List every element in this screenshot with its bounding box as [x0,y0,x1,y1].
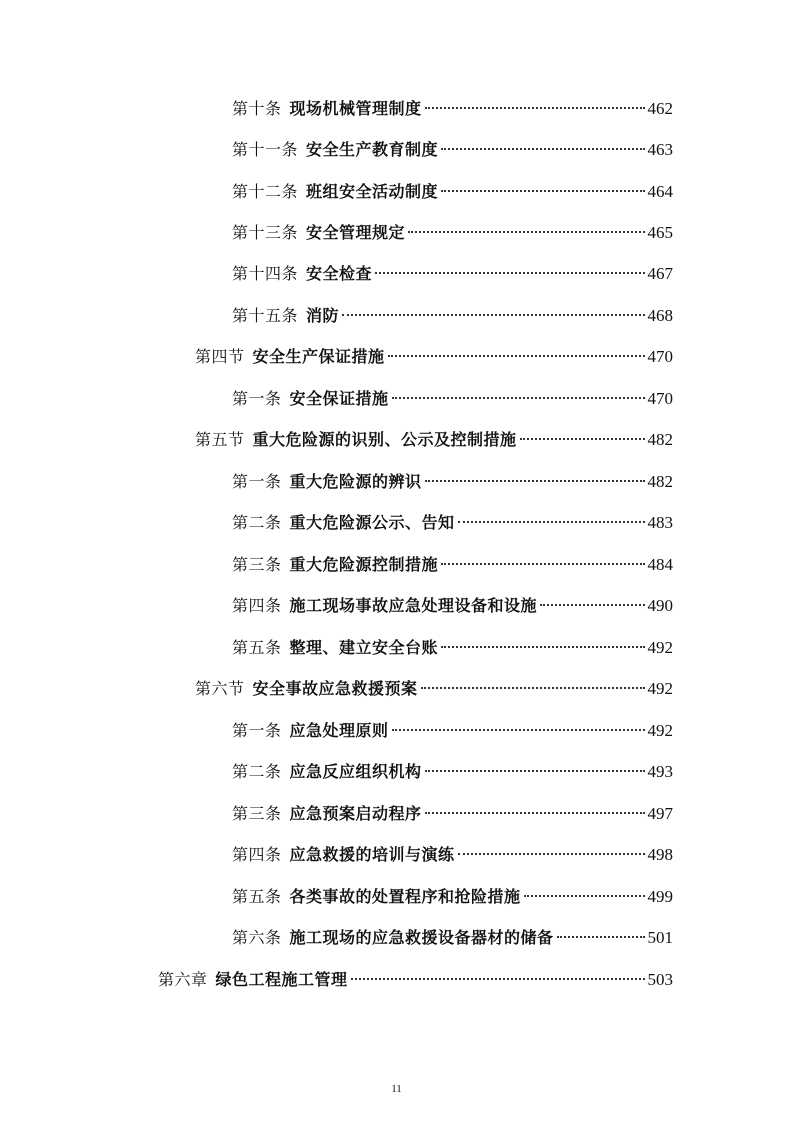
toc-entry-page: 493 [647,762,673,781]
toc-entry-page: 482 [647,472,673,491]
toc-entry[interactable] [195,674,673,704]
toc-entry-label: 第一条 [232,389,282,408]
toc-entry-label: 第二条 [232,762,282,781]
toc-entry[interactable] [232,591,673,621]
dot-leader [342,314,644,316]
toc-entry[interactable] [232,633,673,663]
toc-entry[interactable] [232,177,673,207]
toc-entry[interactable] [232,882,673,912]
toc-entry-page: 468 [647,306,673,325]
toc-entry-title: 应急救援的培训与演练 [289,845,455,864]
dot-leader [375,272,644,274]
dot-leader [441,148,644,150]
toc-entry-title: 整理、建立安全台账 [289,638,439,657]
toc-entry-label: 第四节 [195,347,245,366]
toc-entry-page: 467 [647,264,673,283]
dot-leader [441,190,644,192]
toc-entry[interactable] [232,384,673,414]
toc-entry-title: 安全保证措施 [289,389,389,408]
toc-entry-title: 安全管理规定 [306,223,406,242]
toc-entry-title: 重大危险源公示、告知 [289,513,455,532]
toc-entry-label: 第十四条 [232,264,299,283]
toc-entry[interactable] [232,135,673,165]
toc-entry-title: 安全生产教育制度 [306,140,439,159]
toc-entry-page: 492 [647,721,673,740]
toc-entry-page: 499 [647,887,673,906]
toc-entry-title: 重大危险源的识别、公示及控制措施 [252,430,517,449]
dot-leader [540,604,644,606]
toc-entry[interactable] [232,218,673,248]
dot-leader [520,438,645,440]
toc-entry-label: 第一条 [232,472,282,491]
toc-entry-page: 484 [647,555,673,574]
dot-leader [392,729,645,731]
toc-entry-title: 安全生产保证措施 [252,347,385,366]
toc-entry-page: 503 [647,970,673,989]
dot-leader [458,853,645,855]
toc-entry-title: 施工现场的应急救援设备器材的储备 [289,928,554,947]
dot-leader [441,646,644,648]
toc-entry-label: 第十五条 [232,306,299,325]
toc-entry-label: 第五节 [195,430,245,449]
toc-entry-title: 安全事故应急救援预案 [252,679,418,698]
toc-entry-label: 第五条 [232,887,282,906]
toc-entry-label: 第二条 [232,513,282,532]
toc-entry-page: 482 [647,430,673,449]
toc-entry-page: 464 [647,182,673,201]
toc-entry-label: 第十条 [232,99,282,118]
toc-entry-title: 消防 [306,306,340,325]
toc-entry-label: 第六节 [195,679,245,698]
toc-entry-page: 465 [647,223,673,242]
dot-leader [458,521,645,523]
toc-entry-title: 现场机械管理制度 [289,99,422,118]
toc-entry-title: 应急反应组织机构 [289,762,422,781]
dot-leader [425,107,645,109]
toc-entry-page: 462 [647,99,673,118]
toc-entry[interactable] [195,425,673,455]
toc-entry-page: 497 [647,804,673,823]
toc-entry-label: 第四条 [232,596,282,615]
dot-leader [421,687,645,689]
toc-entry-page: 492 [647,638,673,657]
toc-entry-page: 483 [647,513,673,532]
toc-entry-label: 第三条 [232,804,282,823]
toc-entry-page: 492 [647,679,673,698]
toc-entry-label: 第三条 [232,555,282,574]
toc-entry-title: 应急处理原则 [289,721,389,740]
toc-entry[interactable] [232,259,673,289]
toc-entry[interactable] [232,301,673,331]
toc-entry[interactable] [232,799,673,829]
dot-leader [524,895,645,897]
toc-entry-page: 501 [647,928,673,947]
toc-entry[interactable] [232,923,673,953]
toc-entry[interactable] [158,965,673,995]
toc-entry[interactable] [232,467,673,497]
toc-entry-title: 应急预案启动程序 [289,804,422,823]
toc-entry-label: 第十二条 [232,182,299,201]
toc-entry-title: 班组安全活动制度 [306,182,439,201]
toc-entry-title: 重大危险源控制措施 [289,555,439,574]
toc-entry-label: 第六章 [158,970,208,989]
toc-entry-page: 498 [647,845,673,864]
toc-entry[interactable] [232,550,673,580]
toc-entry-title: 重大危险源的辨识 [289,472,422,491]
toc-entry[interactable] [232,94,673,124]
dot-leader [388,355,645,357]
toc-entry[interactable] [232,840,673,870]
toc-entry[interactable] [195,342,673,372]
toc-entry-title: 施工现场事故应急处理设备和设施 [289,596,538,615]
toc-entry-page: 470 [647,347,673,366]
toc-entry-title: 安全检查 [306,264,373,283]
toc-entry-label: 第六条 [232,928,282,947]
dot-leader [408,231,644,233]
toc-entry[interactable] [232,757,673,787]
dot-leader [441,563,644,565]
toc-entry-page: 490 [647,596,673,615]
toc-entry-label: 第四条 [232,845,282,864]
dot-leader [425,480,645,482]
toc-entry[interactable] [232,508,673,538]
dot-leader [351,978,645,980]
toc-entry-page: 470 [647,389,673,408]
dot-leader [557,936,645,938]
toc-entry-label: 第十一条 [232,140,299,159]
toc-entry-title: 绿色工程施工管理 [215,970,348,989]
dot-leader [425,770,645,772]
toc-entry-page: 463 [647,140,673,159]
page-number: 11 [391,1083,402,1095]
toc-entry[interactable] [232,716,673,746]
dot-leader [425,812,645,814]
toc-entry-title: 各类事故的处置程序和抢险措施 [289,887,521,906]
toc-entry-label: 第十三条 [232,223,299,242]
toc-entry-label: 第五条 [232,638,282,657]
dot-leader [392,397,645,399]
toc-entry-label: 第一条 [232,721,282,740]
